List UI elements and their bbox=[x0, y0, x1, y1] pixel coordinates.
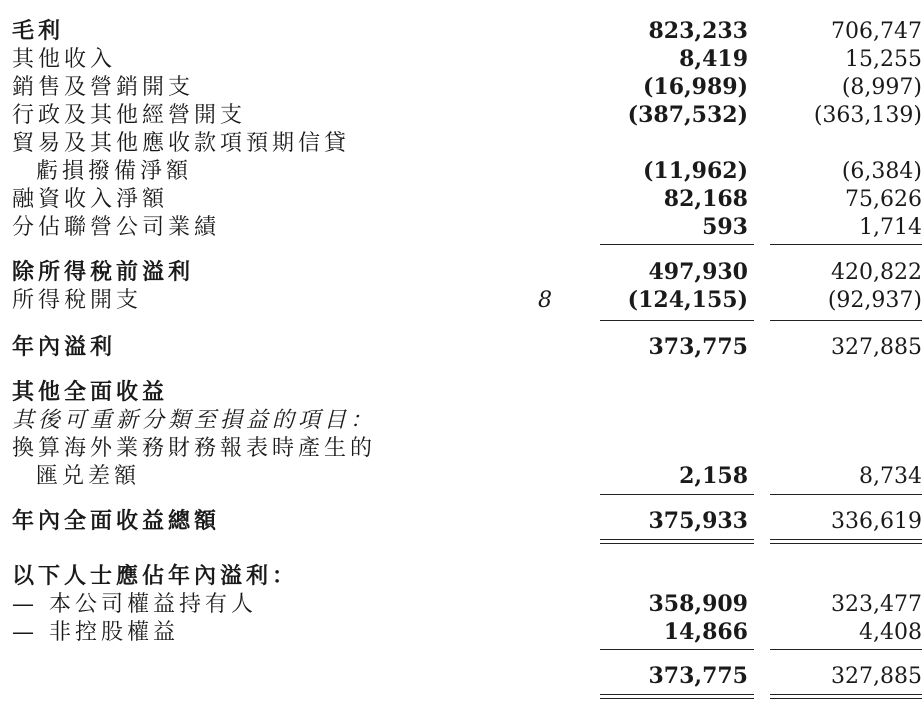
subtotal-rule bbox=[770, 244, 922, 245]
prior-year-value: 420,822 bbox=[831, 260, 922, 285]
total-double-rule bbox=[770, 539, 922, 540]
current-year-value: 8,419 bbox=[679, 46, 748, 72]
row-label: 以下人士應佔年內溢利： bbox=[12, 563, 299, 589]
current-year-value: (124,155) bbox=[627, 287, 748, 313]
prior-year-value: 327,885 bbox=[831, 664, 922, 689]
prior-year-value: 8,734 bbox=[859, 464, 922, 489]
total-double-rule bbox=[600, 539, 754, 540]
row-label: 除所得稅前溢利 bbox=[12, 259, 195, 285]
row-profit-for-year bbox=[0, 333, 924, 362]
note-reference: 8 bbox=[538, 288, 552, 313]
row-attributable-total bbox=[0, 662, 924, 691]
row-label: 其後可重新分類至損益的項目： bbox=[12, 408, 377, 433]
current-year-value: 823,233 bbox=[648, 18, 748, 44]
prior-year-value: (363,139) bbox=[813, 103, 922, 128]
row-non-controlling-interests bbox=[0, 618, 924, 647]
row-other-income bbox=[0, 45, 924, 74]
total-double-rule bbox=[770, 694, 922, 695]
row-owners-of-company bbox=[0, 590, 924, 619]
subtotal-rule bbox=[600, 244, 754, 245]
prior-year-value: 706,747 bbox=[831, 19, 922, 44]
prior-year-value: 15,255 bbox=[845, 47, 922, 72]
row-label: 年內全面收益總額 bbox=[12, 508, 221, 534]
current-year-value: 82,168 bbox=[663, 186, 748, 212]
subtotal-rule bbox=[770, 494, 922, 495]
row-label: 年內溢利 bbox=[12, 334, 117, 360]
prior-year-value: 336,619 bbox=[831, 509, 922, 534]
current-year-value: 497,930 bbox=[648, 259, 748, 285]
total-double-rule bbox=[600, 694, 754, 695]
row-gross-profit bbox=[0, 17, 924, 46]
row-label: 分佔聯營公司業績 bbox=[12, 215, 221, 240]
row-label: 毛利 bbox=[12, 18, 65, 44]
row-selling-expenses bbox=[0, 73, 924, 102]
current-year-value: (387,532) bbox=[627, 102, 748, 128]
row-label: 銷售及營銷開支 bbox=[12, 75, 195, 100]
total-double-rule bbox=[600, 543, 754, 544]
total-double-rule bbox=[770, 698, 922, 699]
row-label: 所得稅開支 bbox=[12, 288, 143, 313]
row-label: 融資收入淨額 bbox=[12, 187, 169, 212]
row-label: 虧損撥備淨額 bbox=[36, 159, 193, 184]
subtotal-rule bbox=[600, 494, 754, 495]
prior-year-value: (8,997) bbox=[841, 75, 922, 100]
row-attributable-heading bbox=[0, 562, 924, 591]
row-share-of-associates bbox=[0, 213, 924, 242]
current-year-value: 373,775 bbox=[648, 663, 748, 689]
row-label: 換算海外業務財務報表時產生的 bbox=[12, 436, 377, 461]
subtotal-rule bbox=[600, 320, 754, 321]
row-income-tax bbox=[0, 286, 924, 315]
current-year-value: 375,933 bbox=[648, 508, 748, 534]
row-label: 其他全面收益 bbox=[12, 379, 169, 405]
row-label: — 本公司權益持有人 bbox=[12, 592, 257, 617]
total-double-rule bbox=[770, 543, 922, 544]
row-admin-expenses bbox=[0, 101, 924, 130]
row-label: 匯兑差額 bbox=[36, 464, 141, 489]
row-label: 貿易及其他應收款項預期信貸 bbox=[12, 131, 351, 156]
row-oci-heading bbox=[0, 378, 924, 407]
prior-year-value: (6,384) bbox=[841, 159, 922, 184]
row-exchange-differences bbox=[0, 462, 924, 491]
subtotal-rule bbox=[770, 649, 922, 650]
prior-year-value: 327,885 bbox=[831, 335, 922, 360]
total-double-rule bbox=[600, 698, 754, 699]
current-year-value: 14,866 bbox=[663, 619, 748, 645]
row-label: 行政及其他經營開支 bbox=[12, 103, 247, 128]
prior-year-value: 1,714 bbox=[859, 215, 922, 240]
row-ecl-heading bbox=[0, 129, 924, 158]
current-year-value: 358,909 bbox=[648, 591, 748, 617]
row-translation-heading bbox=[0, 434, 924, 463]
prior-year-value: 4,408 bbox=[859, 620, 922, 645]
row-ecl-provision bbox=[0, 157, 924, 186]
current-year-value: (16,989) bbox=[642, 74, 748, 100]
current-year-value: (11,962) bbox=[642, 158, 748, 184]
prior-year-value: 323,477 bbox=[831, 592, 922, 617]
current-year-value: 373,775 bbox=[648, 334, 748, 360]
row-label: 其他收入 bbox=[12, 47, 117, 72]
row-reclassifiable-heading bbox=[0, 406, 924, 435]
prior-year-value: 75,626 bbox=[845, 187, 922, 212]
row-label: — 非控股權益 bbox=[12, 620, 179, 645]
subtotal-rule bbox=[770, 320, 922, 321]
current-year-value: 2,158 bbox=[679, 463, 748, 489]
row-total-comprehensive-income bbox=[0, 507, 924, 536]
row-net-finance-income bbox=[0, 185, 924, 214]
prior-year-value: (92,937) bbox=[827, 288, 922, 313]
current-year-value: 593 bbox=[702, 214, 748, 240]
row-profit-before-tax bbox=[0, 258, 924, 287]
subtotal-rule bbox=[600, 649, 754, 650]
